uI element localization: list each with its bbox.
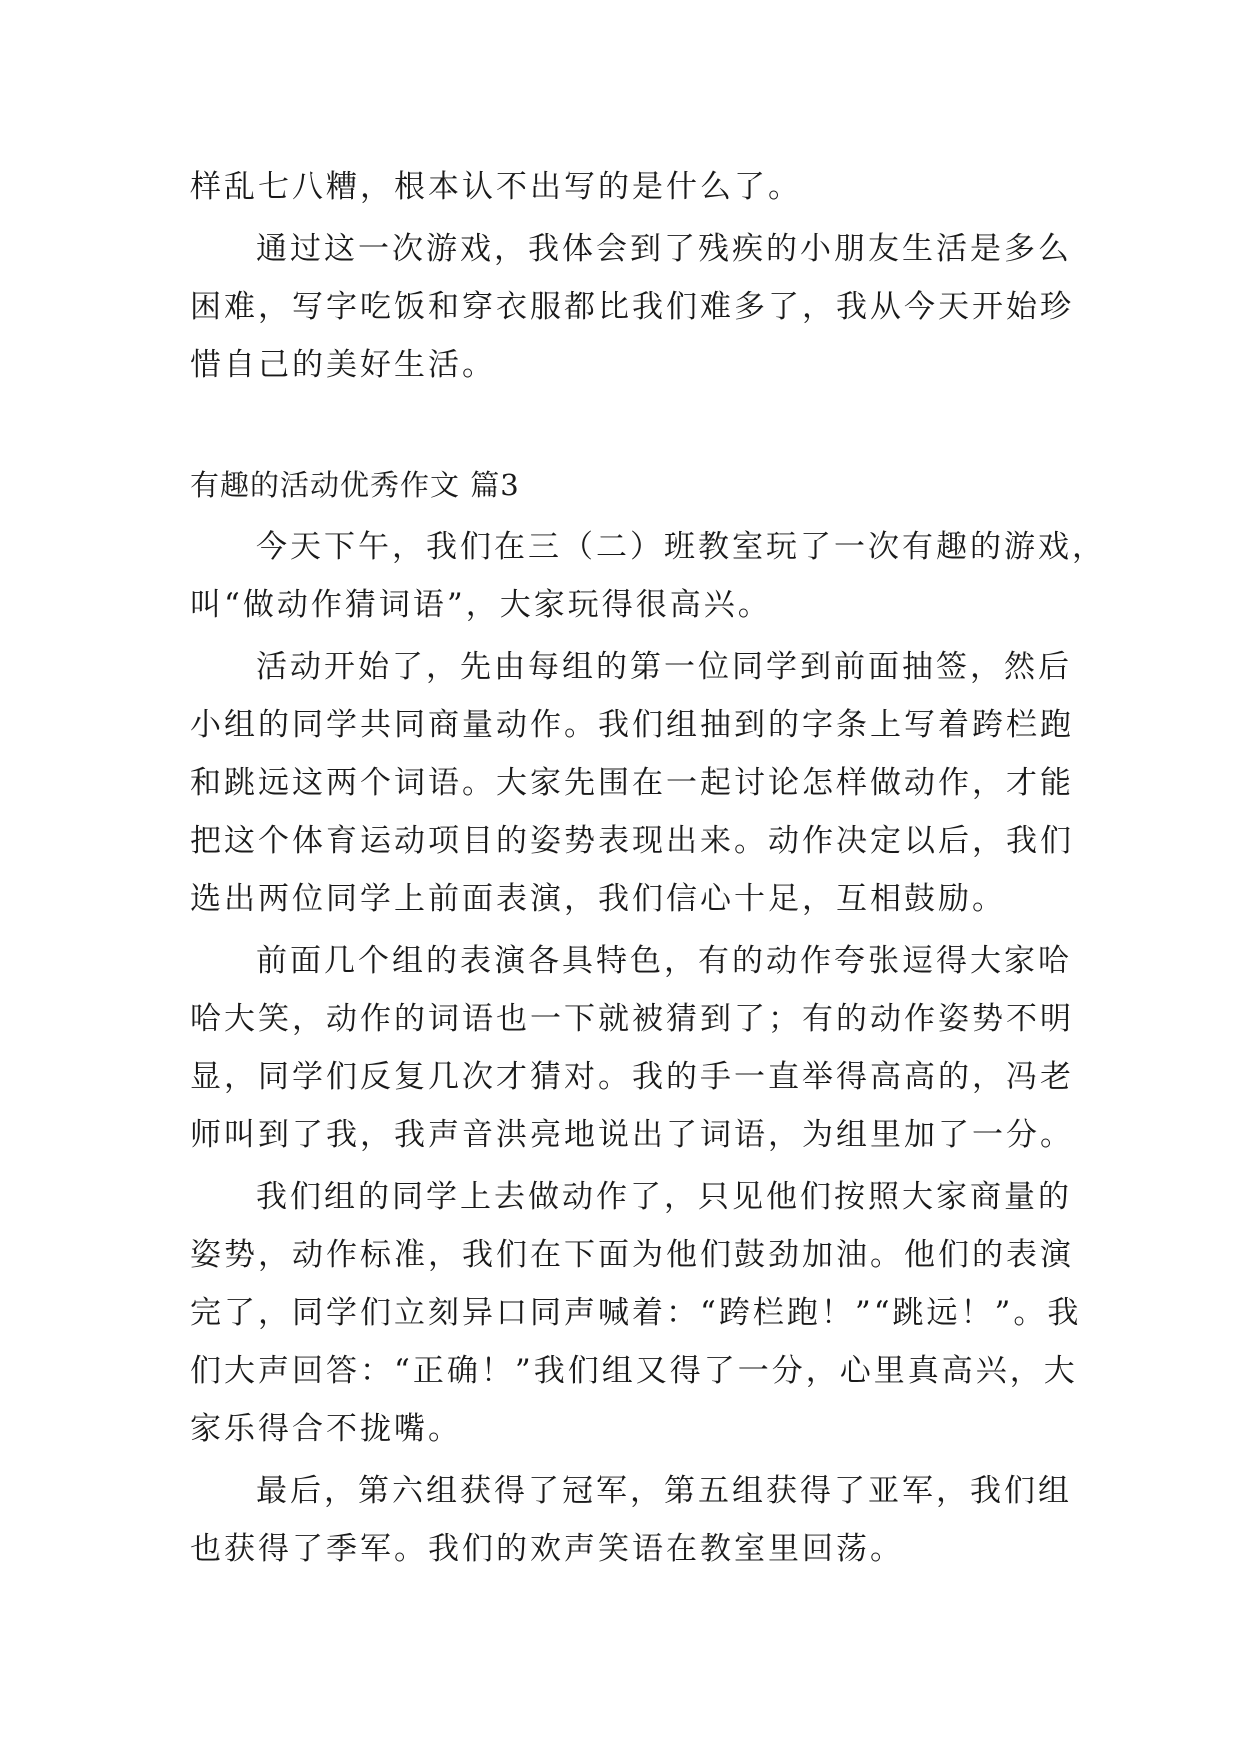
text-line: 活动开始了，先由每组的第一位同学到前面抽签，然后 — [256, 649, 1072, 685]
paragraph — [190, 638, 1074, 928]
text-line: 把这个体育运动项目的姿势表现出来。动作决定以后，我们 — [190, 823, 1074, 859]
document-page — [190, 158, 1106, 1578]
text-line: 显，同学们反复几次才猜对。我的手一直举得高高的，冯老 — [190, 1059, 1074, 1095]
text-line: 前面几个组的表演各具特色，有的动作夸张逗得大家哈 — [256, 943, 1072, 979]
text-line: 完了，同学们立刻异口同声喊着：“跨栏跑！”“跳远！”。我 — [190, 1295, 1082, 1331]
paragraph — [190, 932, 1074, 1164]
paragraph — [190, 1462, 1070, 1578]
text-line: 姿势，动作标准，我们在下面为他们鼓劲加油。他们的表演 — [190, 1237, 1074, 1273]
paragraph — [190, 220, 1074, 394]
section-heading: 有趣的活动优秀作文 篇3 — [190, 468, 520, 502]
paragraph — [190, 518, 1106, 634]
text-line: 困难，写字吃饭和穿衣服都比我们难多了，我从今天开始珍 — [190, 289, 1074, 325]
text-line: 小组的同学共同商量动作。我们组抽到的字条上写着跨栏跑 — [190, 707, 1074, 743]
text-line: 通过这一次游戏，我体会到了残疾的小朋友生活是多么 — [256, 231, 1072, 267]
text-line: 们大声回答：“正确！”我们组又得了一分，心里真高兴，大 — [190, 1353, 1078, 1389]
text-line: 和跳远这两个词语。大家先围在一起讨论怎样做动作，才能 — [190, 765, 1074, 801]
text-line: 我们组的同学上去做动作了，只见他们按照大家商量的 — [256, 1179, 1072, 1215]
text-line: 样乱七八糟，根本认不出写的是什么了。 — [190, 169, 802, 205]
text-line: 哈大笑，动作的词语也一下就被猜到了；有的动作姿势不明 — [190, 1001, 1074, 1037]
text-line: 选出两位同学上前面表演，我们信心十足，互相鼓励。 — [190, 881, 1006, 917]
text-line: 也获得了季军。我们的欢声笑语在教室里回荡。 — [190, 1531, 904, 1567]
paragraph — [190, 1168, 1082, 1458]
text-line: 叫“做动作猜词语”，大家玩得很高兴。 — [190, 587, 772, 623]
text-line: 家乐得合不拢嘴。 — [190, 1411, 462, 1447]
text-line: 最后，第六组获得了冠军，第五组获得了亚军，我们组 — [256, 1473, 1072, 1509]
text-line: 师叫到了我，我声音洪亮地说出了词语，为组里加了一分。 — [190, 1117, 1074, 1153]
paragraph — [190, 158, 1070, 216]
text-line: 今天下午，我们在三（二）班教室玩了一次有趣的游戏， — [256, 529, 1106, 565]
text-line: 惜自己的美好生活。 — [190, 347, 496, 383]
